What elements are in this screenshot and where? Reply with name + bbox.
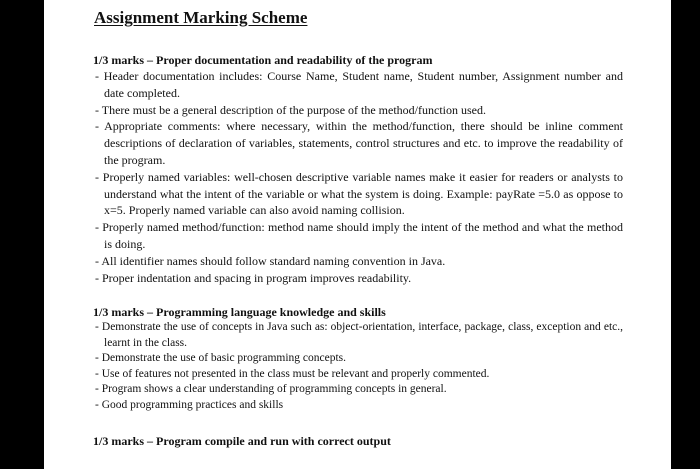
document-title: Assignment Marking Scheme	[94, 8, 308, 27]
section-documentation	[93, 52, 623, 286]
list-item: - Use of features not presented in the class must be relevant and properly commented.	[95, 367, 490, 380]
list-item: - Properly named variables: well-chosen descriptive variable names make it easier for readers or analysts to understand what the intent of the variable or what the system is doing. Example: payRate =5.0 as oppose to x=5. Properly named variable can also avoid naming collision.	[95, 169, 623, 218]
section-heading: 1/3 marks – Proper documentation and readability of the program	[93, 53, 433, 67]
list-item: - Good programming practices and skills	[95, 398, 284, 411]
list-item: - Properly named method/function: method name should imply the intent of the method and what the method is doing.	[95, 220, 623, 251]
list-item: - Program shows a clear understanding of programming concepts in general.	[95, 383, 447, 396]
list-item: - All identifier names should follow standard naming convention in Java.	[95, 253, 446, 268]
document-page	[44, 0, 671, 469]
section-compile-run	[93, 433, 623, 449]
section-heading: 1/3 marks – Programming language knowledge and skills	[93, 305, 386, 319]
list-item: - Header documentation includes: Course Name, Student name, Student number, Assignment number and date completed.	[95, 69, 623, 100]
section-language-knowledge	[93, 304, 623, 414]
criteria-list	[93, 320, 623, 414]
list-item: - There must be a general description of the purpose of the method/function used.	[95, 102, 486, 117]
list-item: - Appropriate comments: where necessary, within the method/function, there should be inline comment descriptions of declaration of variables, statements, control structures and etc. to improve the readability of the program.	[95, 119, 623, 167]
criteria-list	[93, 68, 623, 286]
list-item: - Demonstrate the use of concepts in Java such as: object-orientation, interface, package, class, exception and etc., learnt in the class.	[95, 321, 623, 349]
list-item: - Demonstrate the use of basic programming concepts.	[95, 352, 347, 365]
section-heading: 1/3 marks – Program compile and run with correct output	[93, 434, 391, 448]
list-item: - Proper indentation and spacing in program improves readability.	[95, 270, 412, 285]
